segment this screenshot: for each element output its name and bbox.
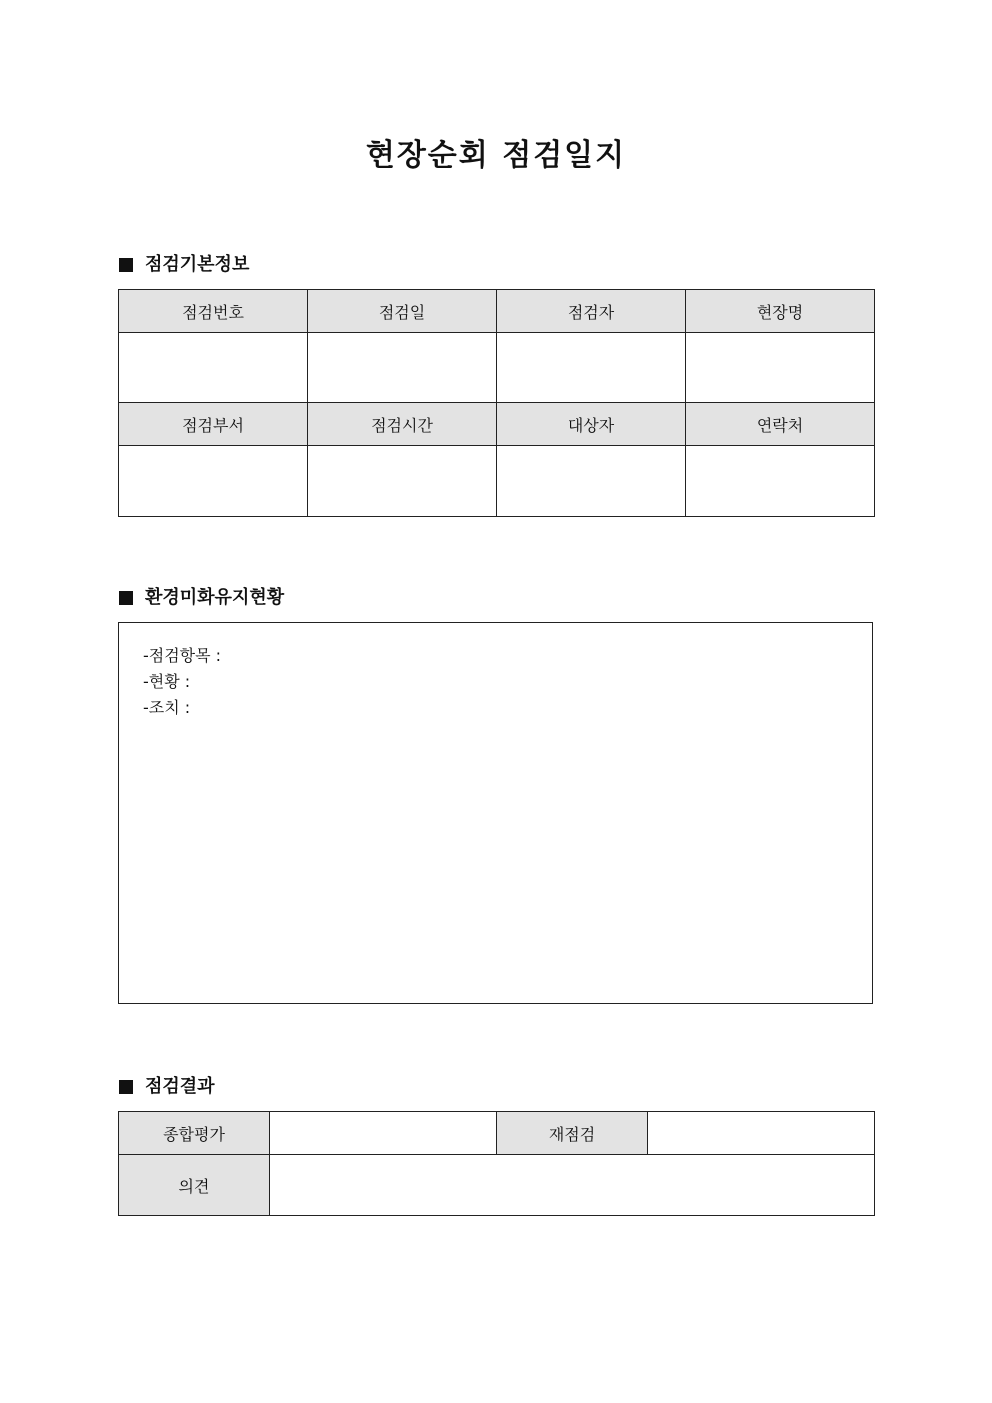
section-heading-result (119, 1074, 215, 1100)
line-status: -현황 : (143, 672, 191, 691)
header-department: 점검부서 (119, 403, 308, 446)
section-heading-label: 점검기본정보 (145, 254, 250, 275)
field-opinion[interactable] (270, 1155, 875, 1216)
line-action: -조치 : (143, 698, 191, 717)
header-inspection-time: 점검시간 (308, 403, 497, 446)
header-opinion: 의견 (119, 1155, 270, 1216)
header-contact: 연락처 (686, 403, 875, 446)
square-bullet-icon (119, 1080, 133, 1094)
square-bullet-icon (119, 258, 133, 272)
header-inspection-date: 점검일 (308, 290, 497, 333)
section-heading-label: 환경미화유지현황 (145, 587, 285, 608)
field-overall-evaluation[interactable] (270, 1112, 497, 1155)
field-inspector[interactable] (497, 333, 686, 403)
field-subject[interactable] (497, 446, 686, 517)
field-site-name[interactable] (686, 333, 875, 403)
field-contact[interactable] (686, 446, 875, 517)
field-inspection-number[interactable] (119, 333, 308, 403)
environment-status-box[interactable] (118, 622, 873, 1004)
field-inspection-time[interactable] (308, 446, 497, 517)
header-inspection-number: 점검번호 (119, 290, 308, 333)
section-heading-label: 점검결과 (145, 1076, 215, 1097)
result-table (118, 1111, 875, 1216)
line-inspection-item: -점검항목 : (143, 646, 222, 665)
square-bullet-icon (119, 591, 133, 605)
header-site-name: 현장명 (686, 290, 875, 333)
header-recheck: 재점검 (497, 1112, 648, 1155)
header-overall-evaluation: 종합평가 (119, 1112, 270, 1155)
section-heading-environment (119, 585, 284, 611)
field-department[interactable] (119, 446, 308, 517)
basic-info-table (118, 289, 875, 517)
header-inspector: 점검자 (497, 290, 686, 333)
section-heading-basic-info (119, 252, 249, 278)
header-subject: 대상자 (497, 403, 686, 446)
field-recheck[interactable] (648, 1112, 875, 1155)
page-title: 현장순회 점검일지 (365, 138, 627, 173)
field-inspection-date[interactable] (308, 333, 497, 403)
